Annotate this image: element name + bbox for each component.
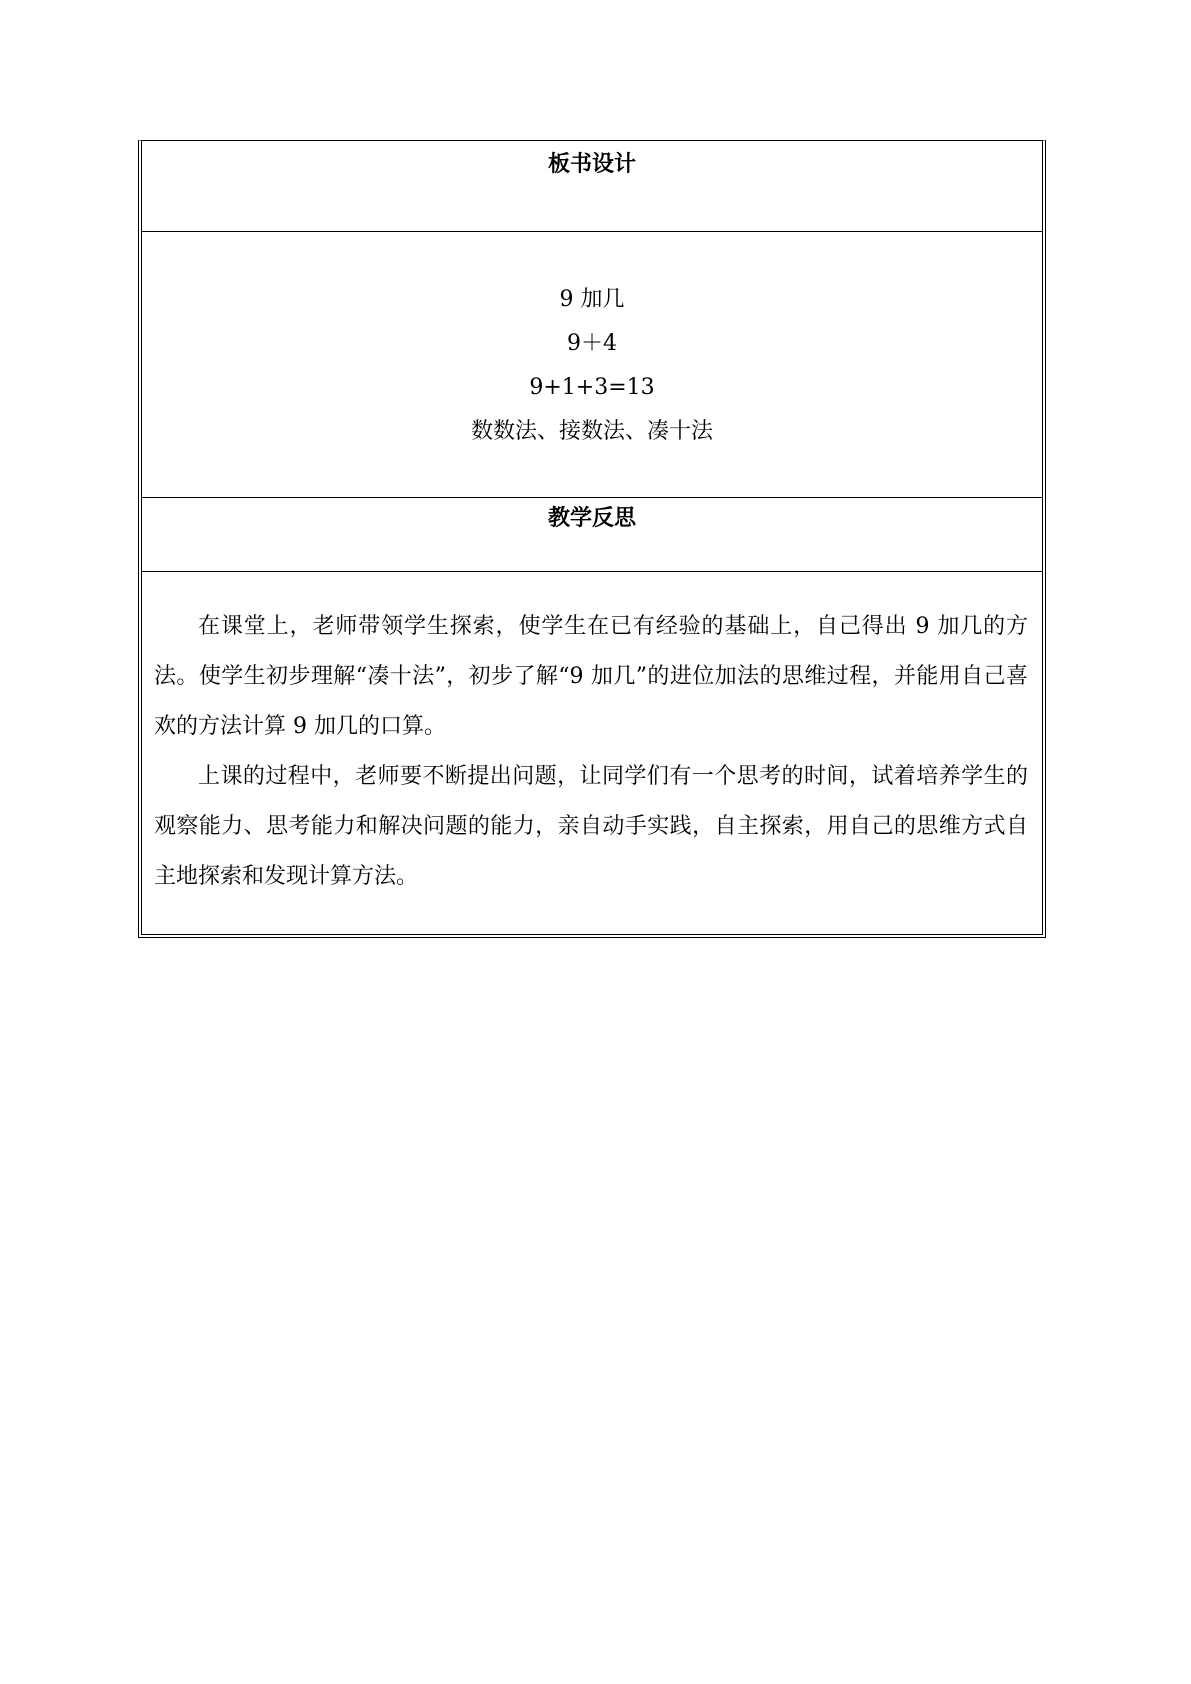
lesson-plan-table xyxy=(138,140,1046,938)
board-line-title: 9 加几 xyxy=(559,287,625,312)
board-design-content-cell xyxy=(142,232,1042,498)
reflection-paragraph: 在课堂上，老师带领学生探索，使学生在已有经验的基础上，自己得出 9 加几的方法。使学生初步理解“凑十法”，初步了解“9 加几”的进位加法的思维过程，并能用自己喜欢的方法计算 9 加几的口算。 xyxy=(154,614,1028,739)
reflection-heading-cell xyxy=(142,498,1042,572)
board-line-expression: 9＋4 xyxy=(567,331,617,356)
reflection-heading: 教学反思 xyxy=(547,506,636,531)
board-line-decomposition: 9+1+3=13 xyxy=(529,375,655,400)
reflection-content-cell xyxy=(142,572,1042,934)
board-design-heading-cell xyxy=(142,141,1042,232)
board-line-methods: 数数法、接数法、凑十法 xyxy=(470,419,713,444)
reflection-paragraph: 上课的过程中，老师要不断提出问题，让同学们有一个思考的时间，试着培养学生的观察能力、思考能力和解决问题的能力，亲自动手实践，自主探索，用自己的思维方式自主地探索和发现计算方法。 xyxy=(154,764,1028,889)
board-design-heading: 板书设计 xyxy=(547,152,636,177)
